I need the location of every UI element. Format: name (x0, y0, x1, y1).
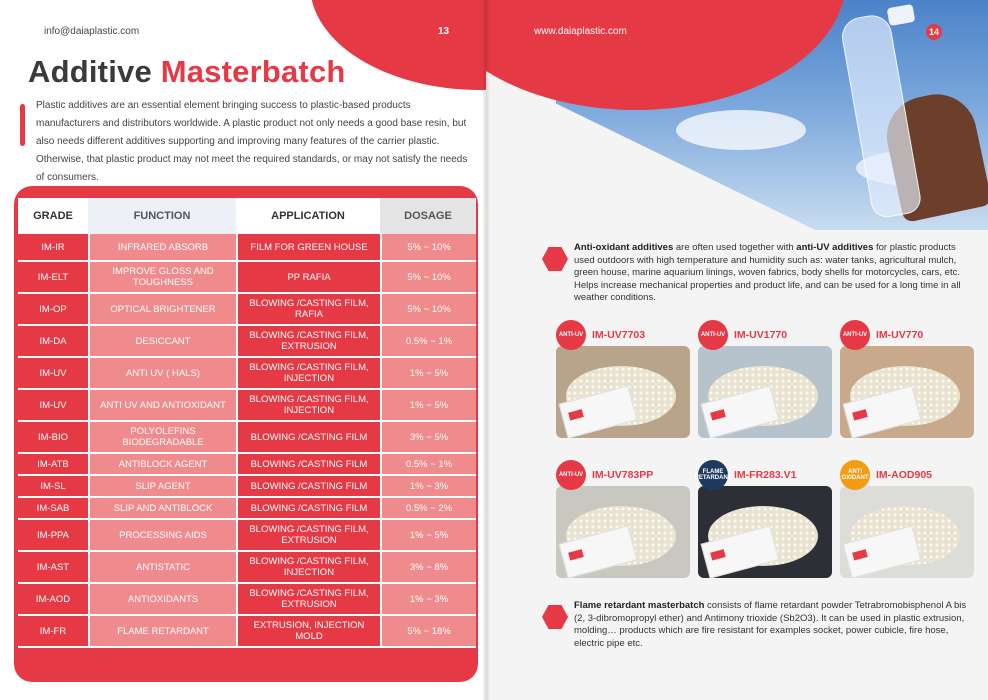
antioxidant-lead: Anti-oxidant additives (574, 242, 674, 253)
cell-dosage: 1% ~ 3% (380, 584, 476, 614)
cell-grade: IM-SL (18, 476, 88, 496)
badge-circle: FLAME RETARDANT (698, 460, 728, 490)
table-row (18, 454, 476, 476)
cell-application: BLOWING /CASTING FILM, INJECTION (236, 390, 380, 420)
table-row (18, 476, 476, 498)
cell-application: BLOWING /CASTING FILM (236, 454, 380, 474)
table-row (18, 498, 476, 520)
flame-retardant-paragraph (574, 600, 978, 650)
intro-accent-bar (20, 104, 25, 146)
cell-grade: IM-AST (18, 552, 88, 582)
badge-circle: ANTI OXIDANT (840, 460, 870, 490)
cell-dosage: 5% ~ 10% (380, 234, 476, 260)
table-row (18, 616, 476, 648)
antioxidant-text-rest: for plastic products used outdoors with high temperature and humidity such as: water tanks, agricultural mulch, green house, marine aquarium linings, woven fabrics, body shells for motorcycles, cars, etc. Helps increase mechanical properties and product life, and can be used for a long time in all weather conditions. (574, 242, 961, 303)
bottle-cap-shape (887, 4, 916, 26)
cell-grade: IM-PPA (18, 520, 88, 550)
cell-grade: IM-FR (18, 616, 88, 646)
cell-dosage: 1% ~ 5% (380, 520, 476, 550)
cell-application: BLOWING /CASTING FILM, EXTRUSION (236, 326, 380, 356)
cell-application: BLOWING /CASTING FILM, RAFIA (236, 294, 380, 324)
product-photo (698, 346, 832, 438)
cell-function: ANTI UV AND ANTIOXIDANT (88, 390, 236, 420)
product-photo (840, 346, 974, 438)
badge-circle: ANTI-UV (840, 320, 870, 350)
product-code: IM-UV1770 (734, 329, 788, 341)
cell-function: IMPROVE GLOSS AND TOUGHNESS (88, 262, 236, 292)
table-row (18, 520, 476, 552)
cell-application: BLOWING /CASTING FILM, INJECTION (236, 552, 380, 582)
header-application: APPLICATION (236, 198, 380, 234)
product-photo (698, 486, 832, 578)
cell-function: SLIP AGENT (88, 476, 236, 496)
cell-function: ANTIBLOCK AGENT (88, 454, 236, 474)
cell-application: BLOWING /CASTING FILM, EXTRUSION (236, 584, 380, 614)
antiuv-term: anti-UV additives (796, 242, 874, 253)
cell-dosage: 1% ~ 5% (380, 358, 476, 388)
header-grade: GRADE (18, 198, 88, 234)
cell-dosage: 5% ~ 10% (380, 294, 476, 324)
header-dosage: DOSAGE (380, 198, 476, 234)
cell-application: BLOWING /CASTING FILM (236, 476, 380, 496)
cell-grade: IM-ATB (18, 454, 88, 474)
cell-function: POLYOLEFINS BIODEGRADABLE (88, 422, 236, 452)
product-code: IM-UV783PP (592, 469, 654, 481)
hexagon-bullet-icon (542, 246, 568, 272)
left-page (0, 0, 486, 700)
title-accent: Masterbatch (160, 54, 346, 89)
table-row (18, 584, 476, 616)
product-photo (556, 486, 690, 578)
flame-lead: Flame retardant masterbatch (574, 600, 705, 611)
cell-grade: IM-ELT (18, 262, 88, 292)
email-address[interactable]: info@daiaplastic.com (44, 26, 140, 37)
table-row (18, 358, 476, 390)
table-row (18, 326, 476, 358)
product-photo (556, 346, 690, 438)
badge-circle: ANTI-UV (556, 320, 586, 350)
cell-dosage: 1% ~ 3% (380, 476, 476, 496)
product-code: IM-UV7703 (592, 329, 646, 341)
product-code: IM-UV770 (876, 329, 924, 341)
intro-paragraph: Plastic additives are an essential element bringing success to plastic-based products manufacturers and distributors worldwide. A plastic product not only needs a good base resin, but also needs different additives supporting and improving many features of the carrier plastic. Otherwise, that plastic product may not meet the required standards, or may not satisfy the needs of consumers. (36, 100, 468, 183)
cell-dosage: 0.5% ~ 1% (380, 454, 476, 474)
cell-grade: IM-AOD (18, 584, 88, 614)
table-header-row (18, 198, 476, 234)
cell-grade: IM-OP (18, 294, 88, 324)
cell-application: EXTRUSION, INJECTION MOLD (236, 616, 380, 646)
website-url[interactable]: www.daiaplastic.com (534, 26, 627, 37)
cell-dosage: 0.5% ~ 2% (380, 498, 476, 518)
cell-grade: IM-SAB (18, 498, 88, 518)
cell-dosage: 5% ~ 18% (380, 616, 476, 646)
cloud-shape (676, 110, 806, 150)
right-page (486, 0, 988, 700)
cell-function: ANTI UV ( HALS) (88, 358, 236, 388)
cell-function: PROCESSING AIDS (88, 520, 236, 550)
header-function: FUNCTION (88, 198, 236, 234)
cell-grade: IM-IR (18, 234, 88, 260)
additives-table-panel (14, 186, 478, 682)
cell-dosage: 0.5% ~ 1% (380, 326, 476, 356)
cell-application: FILM FOR GREEN HOUSE (236, 234, 380, 260)
table-row (18, 390, 476, 422)
additives-table (18, 198, 476, 648)
cell-function: OPTICAL BRIGHTENER (88, 294, 236, 324)
product-code: IM-AOD905 (876, 469, 933, 481)
table-row (18, 234, 476, 262)
badge-circle: ANTI-UV (556, 460, 586, 490)
book-gutter (482, 0, 490, 700)
flame-text: consists of flame retardant powder Tetrabromobisphenol A bis (2, 3-dibromopropyl ether) and Antimony trioxide (Sb2O3). It can be used in plastic extrusion, molding… products which are fire resistant for examples socket, power cubicle, fire hose, electric pipe etc. (574, 600, 967, 649)
page-number-left: 13 (438, 26, 450, 37)
cell-function: INFRARED ABSORB (88, 234, 236, 260)
cell-application: BLOWING /CASTING FILM (236, 498, 380, 518)
cell-function: ANTISTATIC (88, 552, 236, 582)
cell-dosage: 5% ~ 10% (380, 262, 476, 292)
cell-application: BLOWING /CASTING FILM (236, 422, 380, 452)
cell-grade: IM-UV (18, 390, 88, 420)
cell-grade: IM-DA (18, 326, 88, 356)
cell-grade: IM-UV (18, 358, 88, 388)
table-row (18, 422, 476, 454)
page-title (28, 54, 346, 90)
cell-dosage: 3% ~ 5% (380, 422, 476, 452)
cell-function: ANTIOXIDANTS (88, 584, 236, 614)
cell-application: BLOWING /CASTING FILM, EXTRUSION (236, 520, 380, 550)
cell-dosage: 1% ~ 5% (380, 390, 476, 420)
antioxidant-paragraph (574, 242, 978, 305)
cell-function: DESICCANT (88, 326, 236, 356)
product-code: IM-FR283.V1 (734, 469, 797, 481)
cell-application: PP RAFIA (236, 262, 380, 292)
badge-circle: ANTI-UV (698, 320, 728, 350)
page-number-right: 14 (926, 24, 942, 40)
antioxidant-text: are often used together with (673, 242, 797, 253)
cell-grade: IM-BIO (18, 422, 88, 452)
cell-dosage: 3% ~ 8% (380, 552, 476, 582)
table-row (18, 262, 476, 294)
table-row (18, 552, 476, 584)
cell-application: BLOWING /CASTING FILM, INJECTION (236, 358, 380, 388)
cell-function: SLIP AND ANTIBLOCK (88, 498, 236, 518)
product-photo (840, 486, 974, 578)
hexagon-bullet-icon (542, 604, 568, 630)
cell-function: FLAME RETARDANT (88, 616, 236, 646)
table-row (18, 294, 476, 326)
title-dark: Additive (28, 54, 152, 89)
